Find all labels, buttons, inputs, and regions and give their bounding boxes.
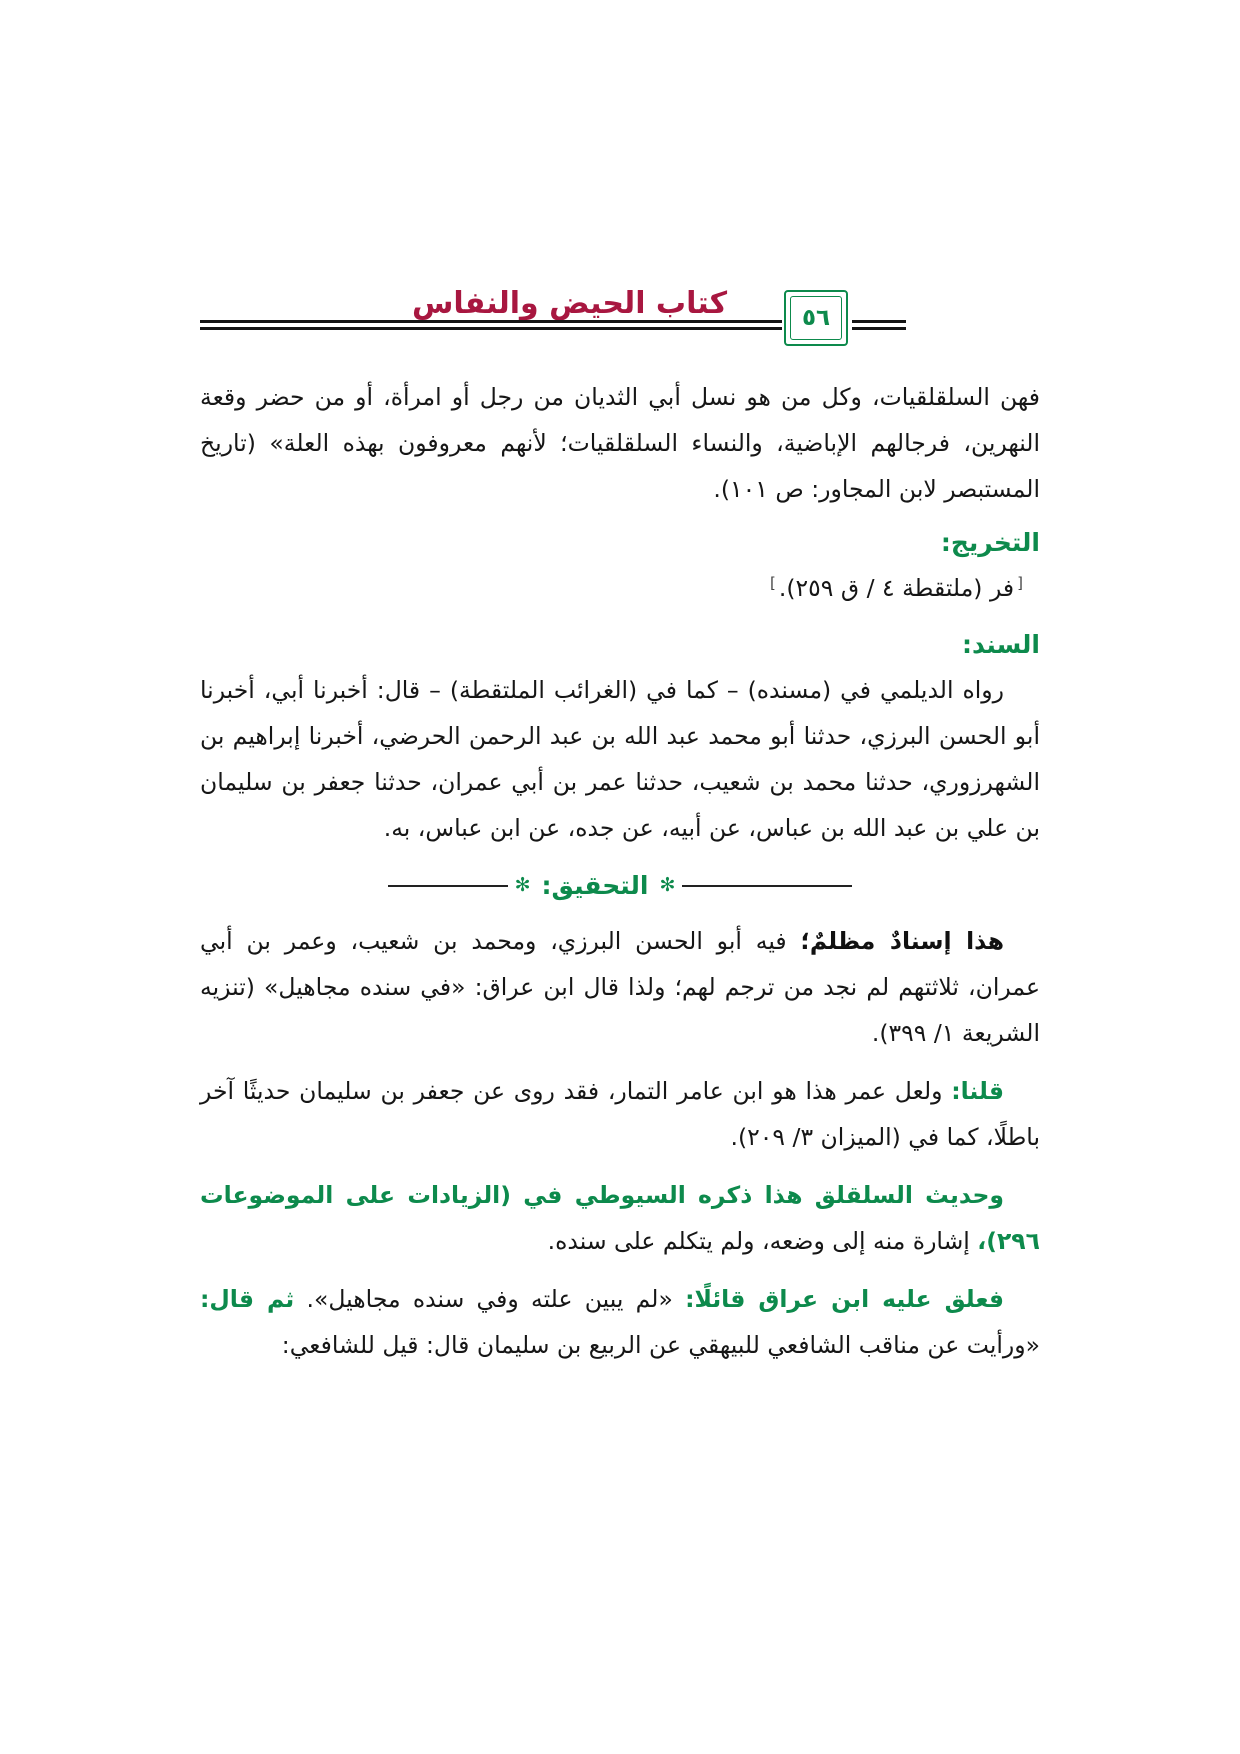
ornate-bracket-close-icon: ] bbox=[770, 574, 776, 592]
page-header bbox=[200, 288, 1040, 352]
divider-rule-left bbox=[388, 885, 508, 887]
tahqiq-p4-rest: «ورأيت عن مناقب الشافعي للبيهقي عن الربيع بن سليمان قال: قيل للشافعي: bbox=[281, 1331, 1040, 1359]
qulna-label: قلنا: bbox=[951, 1077, 1004, 1105]
tahqiq-paragraph-2 bbox=[200, 1068, 1040, 1160]
divider-rule-right bbox=[682, 885, 852, 887]
page-number-frame bbox=[784, 290, 848, 346]
page-number: ٥٦ bbox=[790, 296, 842, 340]
tahqiq-paragraph-1 bbox=[200, 918, 1040, 1056]
tahqiq-p3-rest: إشارة منه إلى وضعه، ولم يتكلم على سنده. bbox=[547, 1227, 978, 1255]
page-content bbox=[200, 288, 1040, 1380]
tahqiq-p4-lead: فعلق عليه ابن عراق قائلًا: bbox=[685, 1285, 1005, 1313]
section-heading-sanad: السند: bbox=[961, 630, 1040, 659]
sanad-paragraph: رواه الديلمي في (مسنده) – كما في (الغرائب الملتقطة) – قال: أخبرنا أبي، أخبرنا أبو الحسن البرزي، حدثنا أبو محمد عبد الله بن عبد الرحمن الحرضي، أخبرنا إبراهيم بن الشهرزوري، حدثنا محمد بن شعيب، حدثنا عمر بن أبي عمران، حدثنا جعفر بن سليمان بن علي بن عبد الله بن عباس، عن أبيه، عن جده، عن ابن عباس، به. bbox=[200, 676, 1040, 842]
section-heading-tahqiq: التحقيق: bbox=[541, 871, 649, 900]
intro-paragraph: فهن السلقلقيات، وكل من هو نسل أبي الثديان من رجل أو امرأة، أو من حضر وقعة النهرين، فرجالهم الإباضية، والنساء السلقلقيات؛ لأنهم معروفون بهذه العلة» (تاريخ المستبصر لابن المجاور: ص ١٠١). bbox=[200, 383, 1040, 503]
book-title: كتاب الحيض والنفاس bbox=[412, 286, 728, 321]
takhrij-text: فر (ملتقطة ٤ / ق ٢٥٩). bbox=[778, 574, 1015, 602]
section-heading-takhrij: التخريج: bbox=[940, 528, 1040, 557]
tahqiq-p1-rest: فيه أبو الحسن البرزي، ومحمد بن شعيب، وعمر بن أبي عمران، ثلاثتهم لم نجد من ترجم لهم؛ ولذا قال ابن عراق: «في سنده مجاهيل» (تنزيه الشريعة ١/ ٣٩٩). bbox=[200, 927, 1040, 1047]
thumma-qala-label: ثم قال: bbox=[200, 1285, 295, 1313]
header-rule-left bbox=[200, 320, 782, 330]
takhrij-line bbox=[200, 565, 1040, 614]
tahqiq-p1-lead: هذا إسنادٌ مظلمٌ؛ bbox=[800, 927, 1004, 955]
floral-ornament-icon: ✻ bbox=[514, 874, 531, 896]
tahqiq-p4-quote: «لم يبين علته وفي سنده مجاهيل». bbox=[294, 1285, 686, 1313]
header-rule-right bbox=[852, 320, 906, 330]
floral-ornament-icon: ✻ bbox=[659, 874, 676, 896]
ornate-bracket-open-icon: [ bbox=[1017, 574, 1023, 592]
tahqiq-p3-green: وحديث السلقلق هذا ذكره السيوطي في (الزيادات على الموضوعات ٢٩٦)، bbox=[200, 1181, 1040, 1255]
tahqiq-p2-rest: ولعل عمر هذا هو ابن عامر التمار، فقد روى عن جعفر بن سليمان حديثًا آخر باطلًا، كما في (الميزان ٣/ ٢٠٩). bbox=[200, 1077, 1040, 1151]
tahqiq-divider bbox=[200, 871, 1040, 900]
tahqiq-paragraph-4 bbox=[200, 1276, 1040, 1368]
tahqiq-paragraph-3 bbox=[200, 1172, 1040, 1264]
